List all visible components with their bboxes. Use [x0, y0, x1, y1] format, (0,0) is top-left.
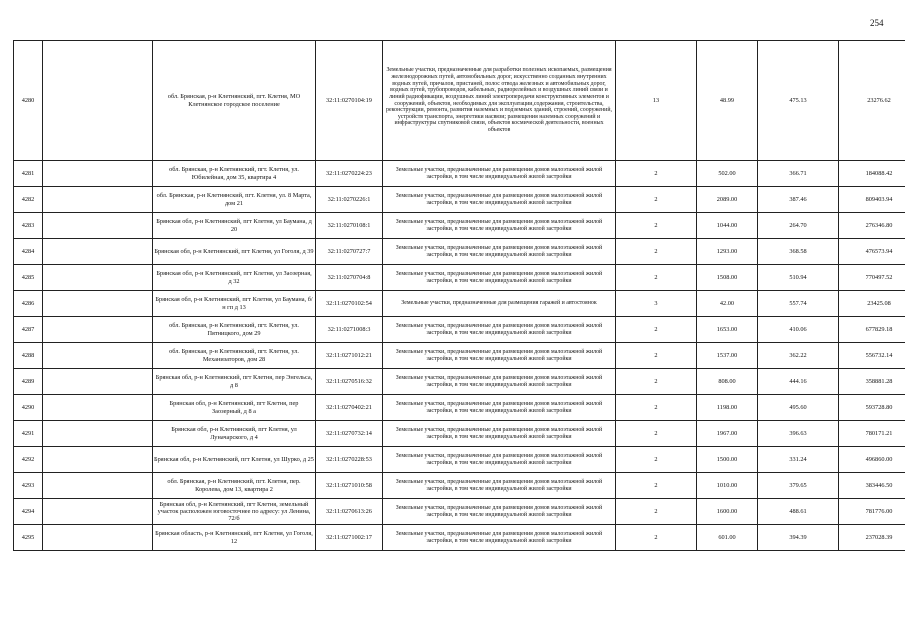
cadastral-value-cell: 770497.52	[839, 265, 905, 291]
row-number: 4291	[14, 421, 43, 447]
row-number: 4294	[14, 499, 43, 525]
address-cell: Брянская обл, р-н Клетнянский, пгт Клетня, ул Шурко, д 25	[153, 447, 316, 473]
empty-cell	[43, 343, 153, 369]
cadastral-value-cell: 781776.00	[839, 499, 905, 525]
cadastral-number-cell: 32:11:0271002:17	[316, 525, 383, 551]
table-row	[14, 369, 905, 395]
land-use-cell: Земельные участки, предназначенные для размещения домов малоэтажной жилой застройки, в том числе индивидуальной жилой застройки	[383, 161, 616, 187]
row-number: 4290	[14, 395, 43, 421]
use-group-cell: 2	[616, 161, 697, 187]
table-row	[14, 447, 905, 473]
cadastral-number-cell: 32:11:0270727:7	[316, 239, 383, 265]
table-row	[14, 161, 905, 187]
cadastral-number-cell: 32:11:0270613:26	[316, 499, 383, 525]
land-use-cell: Земельные участки, предназначенные для размещения домов малоэтажной жилой застройки, в том числе индивидуальной жилой застройки	[383, 343, 616, 369]
empty-cell	[43, 187, 153, 213]
table-row	[14, 265, 905, 291]
empty-cell	[43, 291, 153, 317]
cadastral-number-cell: 32:11:0270224:23	[316, 161, 383, 187]
row-number: 4289	[14, 369, 43, 395]
empty-cell	[43, 395, 153, 421]
address-cell: Брянская обл, р-н Клетнянский, пгт Клетня, пер Заозерный, д 8 а	[153, 395, 316, 421]
specific-value-cell: 510.94	[758, 265, 839, 291]
cadastral-number-cell: 32:11:0270704:8	[316, 265, 383, 291]
land-use-cell: Земельные участки, предназначенные для разработки полезных ископаемых, размещения железнодорожных путей, автомобильных дорог, искусственно созданных внутренних водных путей, причалов, пристаней, полос отвода железных и автомобильных дорог, водных путей, трубопроводов, кабельных, радиорелейных и воздушных линий связи и линий радиофикации, воздушных линий электропередачи конструктивных элементов и сооружений, объектов, необходимых для эксплуатации,содержания, строительства, реконструкции, ремонта, развития наземных и подземных зданий, строений, сооружений, устройств транспорта, энергетики иасвязи; размещения наземных сооружений и инфраструктуры спутниковой связи, объектов космической деятельности, военных объектов	[383, 41, 616, 161]
area-cell: 601.00	[697, 525, 758, 551]
cadastral-number-cell: 32:11:0271010:58	[316, 473, 383, 499]
land-use-cell: Земельные участки, предназначенные для размещения домов малоэтажной жилой застройки, в том числе индивидуальной жилой застройки	[383, 369, 616, 395]
land-use-cell: Земельные участки, предназначенные для размещения домов малоэтажной жилой застройки, в том числе индивидуальной жилой застройки	[383, 421, 616, 447]
address-cell: Брянская обл, р-н Клетнянский, пгт Клетня, ул Луначарского, д 4	[153, 421, 316, 447]
specific-value-cell: 366.71	[758, 161, 839, 187]
use-group-cell: 2	[616, 395, 697, 421]
land-register-table	[13, 40, 905, 551]
use-group-cell: 13	[616, 41, 697, 161]
cadastral-value-cell: 780171.21	[839, 421, 905, 447]
land-use-cell: Земельные участки, предназначенные для размещения домов малоэтажной жилой застройки, в том числе индивидуальной жилой застройки	[383, 525, 616, 551]
cadastral-value-cell: 556732.14	[839, 343, 905, 369]
area-cell: 1537.00	[697, 343, 758, 369]
specific-value-cell: 475.13	[758, 41, 839, 161]
cadastral-value-cell: 23425.08	[839, 291, 905, 317]
table-row	[14, 41, 905, 161]
address-cell: обл. Брянская, р-н Клетнянский, пгт. Клетня, ул. 8 Марта, дом 21	[153, 187, 316, 213]
specific-value-cell: 396.63	[758, 421, 839, 447]
address-cell: Брянская обл, р-н Клетнянский, пгт Клетня, пер Энгельса, д 8	[153, 369, 316, 395]
empty-cell	[43, 369, 153, 395]
area-cell: 1010.00	[697, 473, 758, 499]
address-cell: Брянская обл, р-н Клетнянский, пгт Клетня, ул Гоголя, д 39	[153, 239, 316, 265]
row-number: 4292	[14, 447, 43, 473]
table-row	[14, 239, 905, 265]
cadastral-value-cell: 276346.80	[839, 213, 905, 239]
cadastral-number-cell: 32:11:0270226:1	[316, 187, 383, 213]
table-row	[14, 187, 905, 213]
cadastral-number-cell: 32:11:0270102:54	[316, 291, 383, 317]
row-number: 4281	[14, 161, 43, 187]
use-group-cell: 2	[616, 421, 697, 447]
address-cell: Брянская обл, р-н Клетнянский, пгт Клетня, земельный участок расположен юговосточнее по адресу: ул Ленина, 72/б	[153, 499, 316, 525]
cadastral-value-cell: 809403.94	[839, 187, 905, 213]
area-cell: 1600.00	[697, 499, 758, 525]
cadastral-number-cell: 32:11:0270104:19	[316, 41, 383, 161]
specific-value-cell: 387.46	[758, 187, 839, 213]
use-group-cell: 2	[616, 187, 697, 213]
use-group-cell: 2	[616, 525, 697, 551]
specific-value-cell: 368.58	[758, 239, 839, 265]
land-use-cell: Земельные участки, предназначенные для размещения гаражей и автостоянок	[383, 291, 616, 317]
use-group-cell: 2	[616, 473, 697, 499]
use-group-cell: 2	[616, 317, 697, 343]
land-use-cell: Земельные участки, предназначенные для размещения домов малоэтажной жилой застройки, в том числе индивидуальной жилой застройки	[383, 447, 616, 473]
address-cell: Брянская обл, р-н Клетнянский, пгт Клетня, ул Баумана, д 20	[153, 213, 316, 239]
table-row	[14, 525, 905, 551]
empty-cell	[43, 41, 153, 161]
cadastral-value-cell: 677829.18	[839, 317, 905, 343]
land-use-cell: Земельные участки, предназначенные для размещения домов малоэтажной жилой застройки, в том числе индивидуальной жилой застройки	[383, 239, 616, 265]
empty-cell	[43, 421, 153, 447]
specific-value-cell: 410.06	[758, 317, 839, 343]
area-cell: 1508.00	[697, 265, 758, 291]
area-cell: 1500.00	[697, 447, 758, 473]
empty-cell	[43, 525, 153, 551]
table-row	[14, 421, 905, 447]
empty-cell	[43, 265, 153, 291]
specific-value-cell: 379.65	[758, 473, 839, 499]
empty-cell	[43, 239, 153, 265]
area-cell: 502.00	[697, 161, 758, 187]
row-number: 4282	[14, 187, 43, 213]
use-group-cell: 2	[616, 265, 697, 291]
land-use-cell: Земельные участки, предназначенные для размещения домов малоэтажной жилой застройки, в том числе индивидуальной жилой застройки	[383, 213, 616, 239]
use-group-cell: 2	[616, 447, 697, 473]
specific-value-cell: 331.24	[758, 447, 839, 473]
address-cell: обл. Брянская, р-н Клетнянский, пгт. Клетня, МО Клетнянское городское поселение	[153, 41, 316, 161]
cadastral-value-cell: 358881.28	[839, 369, 905, 395]
specific-value-cell: 394.39	[758, 525, 839, 551]
cadastral-value-cell: 383446.50	[839, 473, 905, 499]
address-cell: Брянская обл, р-н Клетнянский, пгт Клетня, ул Заозерная, д 32	[153, 265, 316, 291]
page-number: 254	[870, 18, 884, 28]
specific-value-cell: 495.60	[758, 395, 839, 421]
cadastral-number-cell: 32:11:0271012:21	[316, 343, 383, 369]
table-row	[14, 317, 905, 343]
cadastral-value-cell: 496860.00	[839, 447, 905, 473]
area-cell: 1653.00	[697, 317, 758, 343]
area-cell: 48.99	[697, 41, 758, 161]
table-row	[14, 499, 905, 525]
specific-value-cell: 557.74	[758, 291, 839, 317]
empty-cell	[43, 161, 153, 187]
empty-cell	[43, 213, 153, 239]
row-number: 4280	[14, 41, 43, 161]
area-cell: 2089.00	[697, 187, 758, 213]
row-number: 4293	[14, 473, 43, 499]
address-cell: Брянская обл, р-н Клетнянский, пгт Клетня, ул Баумана, б/н гп д 13	[153, 291, 316, 317]
specific-value-cell: 488.61	[758, 499, 839, 525]
cadastral-value-cell: 237028.39	[839, 525, 905, 551]
row-number: 4286	[14, 291, 43, 317]
specific-value-cell: 362.22	[758, 343, 839, 369]
cadastral-value-cell: 184088.42	[839, 161, 905, 187]
cadastral-number-cell: 32:11:0270732:14	[316, 421, 383, 447]
area-cell: 808.00	[697, 369, 758, 395]
empty-cell	[43, 499, 153, 525]
table-body	[14, 41, 905, 551]
cadastral-value-cell: 476573.94	[839, 239, 905, 265]
use-group-cell: 3	[616, 291, 697, 317]
empty-cell	[43, 317, 153, 343]
cadastral-number-cell: 32:11:0271008:3	[316, 317, 383, 343]
land-use-cell: Земельные участки, предназначенные для размещения домов малоэтажной жилой застройки, в том числе индивидуальной жилой застройки	[383, 265, 616, 291]
land-use-cell: Земельные участки, предназначенные для размещения домов малоэтажной жилой застройки, в том числе индивидуальной жилой застройки	[383, 317, 616, 343]
cadastral-number-cell: 32:11:0270228:53	[316, 447, 383, 473]
table-row	[14, 343, 905, 369]
cadastral-number-cell: 32:11:0270108:1	[316, 213, 383, 239]
empty-cell	[43, 473, 153, 499]
cadastral-number-cell: 32:11:0270516:32	[316, 369, 383, 395]
area-cell: 1044.00	[697, 213, 758, 239]
table-row	[14, 473, 905, 499]
area-cell: 42.00	[697, 291, 758, 317]
row-number: 4284	[14, 239, 43, 265]
area-cell: 1967.00	[697, 421, 758, 447]
address-cell: обл. Брянская, р-н Клетнянский, пгт. Клетня, ул. Механизаторов, дом 28	[153, 343, 316, 369]
area-cell: 1293.00	[697, 239, 758, 265]
table-row	[14, 395, 905, 421]
specific-value-cell: 264.70	[758, 213, 839, 239]
empty-cell	[43, 447, 153, 473]
row-number: 4295	[14, 525, 43, 551]
row-number: 4283	[14, 213, 43, 239]
area-cell: 1198.00	[697, 395, 758, 421]
specific-value-cell: 444.16	[758, 369, 839, 395]
land-use-cell: Земельные участки, предназначенные для размещения домов малоэтажной жилой застройки, в том числе индивидуальной жилой застройки	[383, 187, 616, 213]
use-group-cell: 2	[616, 213, 697, 239]
cadastral-number-cell: 32:11:0270402:21	[316, 395, 383, 421]
table-row	[14, 291, 905, 317]
row-number: 4285	[14, 265, 43, 291]
address-cell: обл. Брянская, р-н Клетнянский, пгт. Клетня, ул. Юбилейная, дом 35, квартира 4	[153, 161, 316, 187]
address-cell: обл. Брянская, р-н Клетнянский, пгт. Клетня, пер. Королева, дом 13, квартира 2	[153, 473, 316, 499]
address-cell: Брянская область, р-н Клетнянский, пгт Клетня, ул Гоголя, 12	[153, 525, 316, 551]
land-use-cell: Земельные участки, предназначенные для размещения домов малоэтажной жилой застройки, в том числе индивидуальной жилой застройки	[383, 499, 616, 525]
use-group-cell: 2	[616, 499, 697, 525]
cadastral-value-cell: 23276.62	[839, 41, 905, 161]
use-group-cell: 2	[616, 369, 697, 395]
row-number: 4288	[14, 343, 43, 369]
use-group-cell: 2	[616, 343, 697, 369]
land-use-cell: Земельные участки, предназначенные для размещения домов малоэтажной жилой застройки, в том числе индивидуальной жилой застройки	[383, 473, 616, 499]
cadastral-value-cell: 593728.80	[839, 395, 905, 421]
table-row	[14, 213, 905, 239]
land-use-cell: Земельные участки, предназначенные для размещения домов малоэтажной жилой застройки, в том числе индивидуальной жилой застройки	[383, 395, 616, 421]
use-group-cell: 2	[616, 239, 697, 265]
address-cell: обл. Брянская, р-н Клетнянский, пгт. Клетня, ул. Пятницкого, дом 29	[153, 317, 316, 343]
row-number: 4287	[14, 317, 43, 343]
